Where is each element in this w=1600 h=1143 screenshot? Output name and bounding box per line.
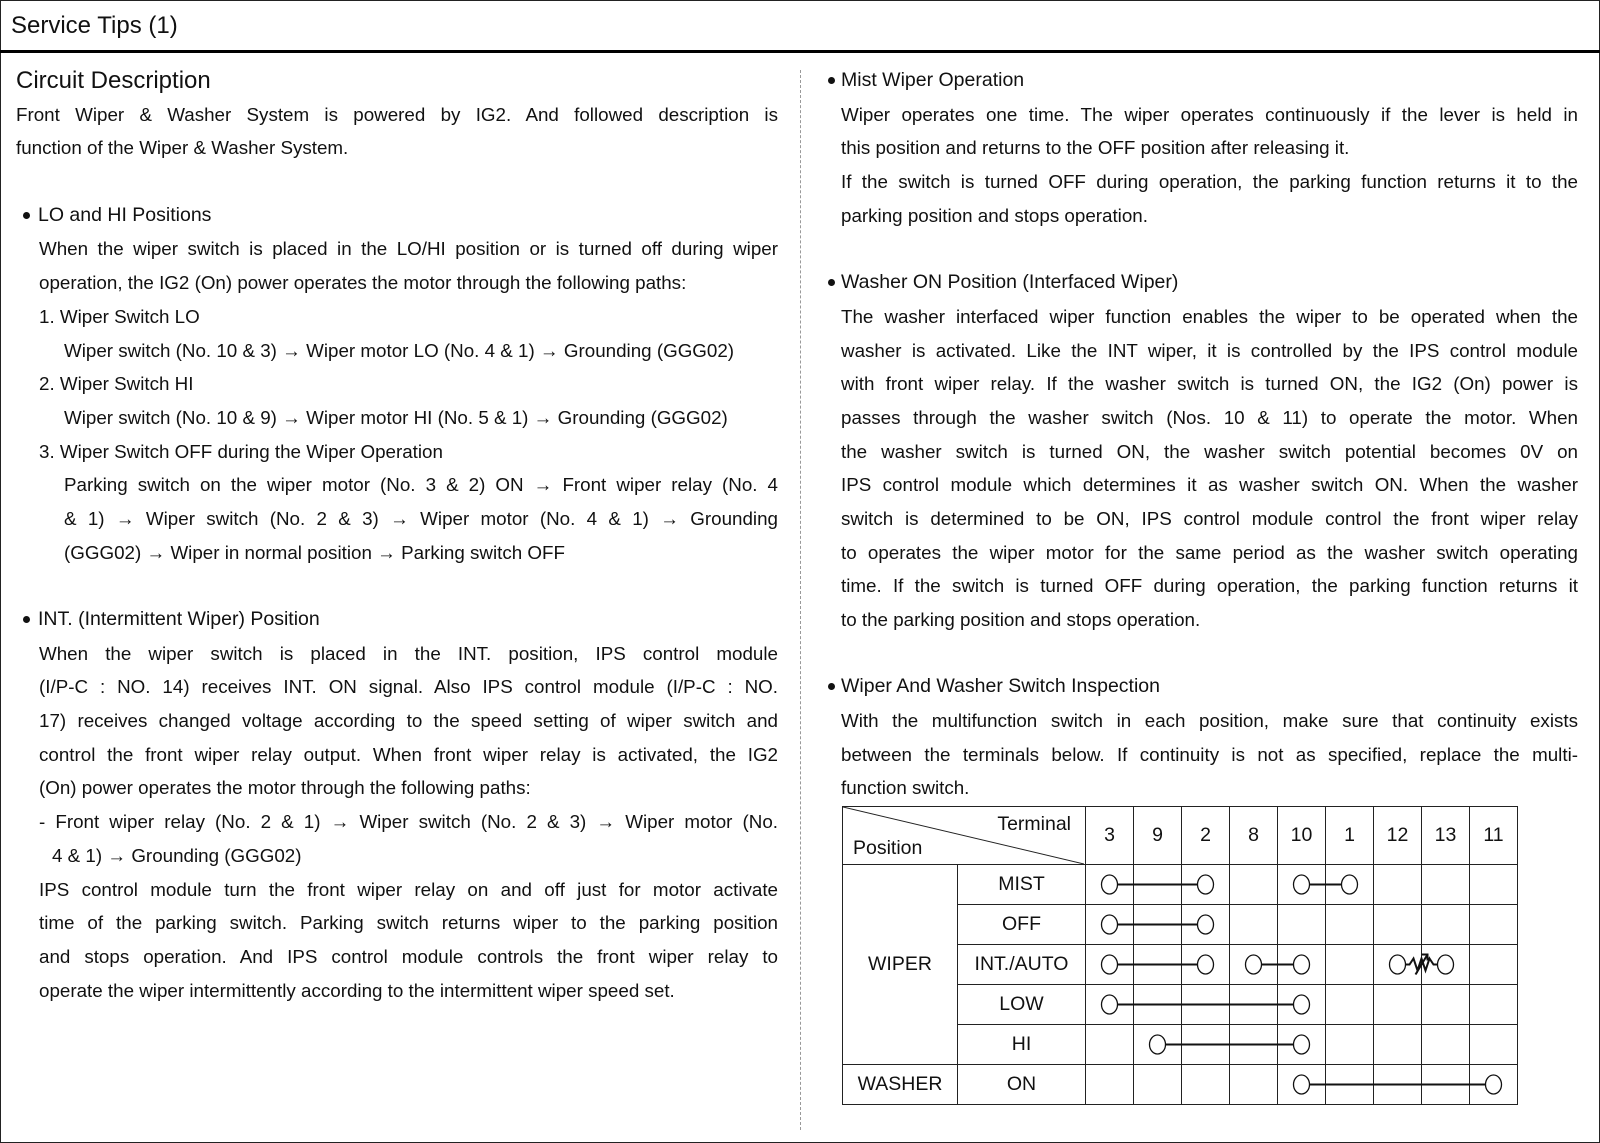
terminal-cell xyxy=(1134,1025,1182,1065)
terminal-cell xyxy=(1086,1025,1134,1065)
bullet-icon xyxy=(828,279,835,286)
text-line: function switch. xyxy=(841,777,970,799)
terminal-cell xyxy=(1422,905,1470,945)
text-line: - Front wiper relay (No. 2 & 1) → Wiper switch (No. 2 & 3) → Wiper motor (No. xyxy=(39,811,778,833)
text-line: Front Wiper & Washer System is powered by IG2. And followed description is xyxy=(16,103,778,125)
terminal-cell xyxy=(1422,865,1470,905)
text-line: to operates the wiper motor for the same period as the washer switch operating xyxy=(841,541,1578,563)
terminal-cell xyxy=(1182,1065,1230,1105)
terminal-cell xyxy=(1278,905,1326,945)
text-line: & 1) → Wiper switch (No. 2 & 3) → Wiper motor (No. 4 & 1) → Grounding xyxy=(64,507,778,529)
paragraph xyxy=(16,367,778,401)
text-line: control the front wiper relay output. When front wiper relay is activated, the IG2 xyxy=(39,743,778,765)
section-heading-text: LO and HI Positions xyxy=(38,203,212,226)
paragraph xyxy=(16,805,778,872)
text-line: When the wiper switch is placed in the LO/HI position or is turned off during wiper xyxy=(39,238,778,260)
terminal-cell xyxy=(1086,945,1134,985)
terminal-cell xyxy=(1230,865,1278,905)
terminal-cell xyxy=(1134,865,1182,905)
text-line: washer is activated. Like the INT wiper, it is controlled by the IPS control module xyxy=(841,339,1578,361)
terminal-cell xyxy=(1278,945,1326,985)
terminal-cell xyxy=(1470,1065,1518,1105)
terminal-header-cell: 8 xyxy=(1230,807,1278,865)
section-heading-text: Washer ON Position (Interfaced Wiper) xyxy=(841,271,1179,294)
section-heading xyxy=(826,670,1578,704)
table-corner-cell xyxy=(843,807,1086,865)
terminal-cell xyxy=(1326,1025,1374,1065)
paragraph xyxy=(826,165,1578,232)
terminal-cell xyxy=(1326,1065,1374,1105)
paragraph xyxy=(16,435,778,469)
terminal-cell xyxy=(1374,1065,1422,1105)
terminal-cell xyxy=(1230,985,1278,1025)
section-heading xyxy=(16,199,778,233)
terminal-cell xyxy=(1326,865,1374,905)
terminal-cell xyxy=(1230,945,1278,985)
terminal-cell xyxy=(1470,905,1518,945)
text-line: function of the Wiper & Washer System. xyxy=(16,137,349,159)
terminal-header-cell: 13 xyxy=(1422,807,1470,865)
continuity-table xyxy=(842,806,1518,1105)
terminal-header-cell: 11 xyxy=(1470,807,1518,865)
column-divider xyxy=(800,70,801,1130)
terminal-cell xyxy=(1086,1065,1134,1105)
terminal-cell xyxy=(1134,905,1182,945)
text-line: 2. Wiper Switch HI xyxy=(39,373,194,395)
text-line: this position and returns to the OFF position after releasing it. xyxy=(841,137,1350,159)
text-line: The washer interfaced wiper function enables the wiper to be operated when the xyxy=(841,305,1578,327)
text-line: Parking switch on the wiper motor (No. 3 & 2) ON → Front wiper relay (No. 4 xyxy=(64,474,778,496)
terminal-cell xyxy=(1374,985,1422,1025)
terminal-cell xyxy=(1086,985,1134,1025)
terminal-cell xyxy=(1422,1025,1470,1065)
terminal-header-cell: 9 xyxy=(1134,807,1182,865)
right-column xyxy=(826,64,1578,805)
terminal-header-cell: 12 xyxy=(1374,807,1422,865)
text-line: parking position and stops operation. xyxy=(841,204,1148,226)
terminal-cell xyxy=(1182,985,1230,1025)
terminal-cell xyxy=(1422,945,1470,985)
paragraph xyxy=(16,334,778,368)
text-line: operation, the IG2 (On) power operates the motor through the following paths: xyxy=(39,272,687,294)
intro-paragraph xyxy=(16,98,778,165)
section-title: Circuit Description xyxy=(16,67,211,94)
group-cell: WASHER xyxy=(843,1065,958,1105)
terminal-cell xyxy=(1086,865,1134,905)
text-line: IPS control module turn the front wiper relay on and off just for motor activate xyxy=(39,878,778,900)
text-line: With the multifunction switch in each position, make sure that continuity exists xyxy=(841,710,1578,732)
terminal-cell xyxy=(1182,865,1230,905)
terminal-cell xyxy=(1278,1065,1326,1105)
text-line: If the switch is turned OFF during operation, the parking function returns it to the xyxy=(841,171,1578,193)
position-cell: ON xyxy=(958,1065,1086,1105)
paragraph xyxy=(16,468,778,569)
terminal-cell xyxy=(1470,945,1518,985)
text-line: operate the wiper intermittently according to the intermittent wiper speed set. xyxy=(39,979,675,1001)
text-line: (On) power operates the motor through the following paths: xyxy=(39,777,531,799)
terminal-cell xyxy=(1134,1065,1182,1105)
text-line: 17) receives changed voltage according to the speed setting of wiper switch and xyxy=(39,710,778,732)
terminal-cell xyxy=(1374,1025,1422,1065)
terminal-cell xyxy=(1278,985,1326,1025)
diagonal-line xyxy=(843,807,1084,864)
paragraph xyxy=(826,98,1578,165)
spacer xyxy=(16,569,778,603)
left-column xyxy=(16,64,778,1007)
spacer xyxy=(826,637,1578,671)
spacer xyxy=(16,165,778,199)
spacer xyxy=(826,232,1578,266)
terminal-header-cell: 1 xyxy=(1326,807,1374,865)
text-line: time. If the switch is turned OFF during operation, the parking function returns it xyxy=(841,575,1578,597)
page-header xyxy=(0,0,1600,53)
switch-continuity-table xyxy=(842,806,1518,1105)
terminal-cell xyxy=(1374,905,1422,945)
position-cell: OFF xyxy=(958,905,1086,945)
group-cell: WIPER xyxy=(843,865,958,1065)
text-line: Wiper switch (No. 10 & 3) → Wiper motor LO (No. 4 & 1) → Grounding (GGG02) xyxy=(64,339,735,361)
table-row xyxy=(843,865,1518,905)
section-heading-text: Wiper And Washer Switch Inspection xyxy=(841,675,1160,698)
text-line: time of the parking switch. Parking switch returns wiper to the parking position xyxy=(39,912,778,934)
text-line: 4 & 1) → Grounding (GGG02) xyxy=(52,844,302,866)
terminal-cell xyxy=(1422,1065,1470,1105)
text-line: IPS control module which determines it as washer switch ON. When the washer xyxy=(841,474,1578,496)
terminal-cell xyxy=(1470,1025,1518,1065)
text-line: 1. Wiper Switch LO xyxy=(39,305,200,327)
paragraph xyxy=(826,704,1578,805)
text-line: to the parking position and stops operation. xyxy=(841,609,1201,630)
position-header: Position xyxy=(853,837,923,859)
section-heading-text: INT. (Intermittent Wiper) Position xyxy=(38,608,320,630)
text-line: When the wiper switch is placed in the INT. position, IPS control module xyxy=(39,642,778,664)
bullet-icon xyxy=(23,616,30,623)
position-cell: INT./AUTO xyxy=(958,945,1086,985)
bullet-icon xyxy=(828,683,835,690)
terminal-cell xyxy=(1422,985,1470,1025)
bullet-icon xyxy=(828,77,835,84)
terminal-cell xyxy=(1374,945,1422,985)
text-line: and stops operation. And IPS control module controls the front wiper relay to xyxy=(39,945,778,967)
text-line: 3. Wiper Switch OFF during the Wiper Operation xyxy=(39,440,443,462)
paragraph xyxy=(16,637,778,805)
terminal-cell xyxy=(1182,905,1230,945)
terminal-cell xyxy=(1326,945,1374,985)
terminal-cell xyxy=(1470,865,1518,905)
text-line: with front wiper relay. If the washer switch is turned ON, the IG2 (On) power is xyxy=(841,373,1578,395)
terminal-header-cell: 10 xyxy=(1278,807,1326,865)
paragraph xyxy=(16,232,778,299)
terminal-header: Terminal xyxy=(997,813,1071,835)
paragraph xyxy=(16,401,778,435)
terminal-cell xyxy=(1230,1065,1278,1105)
terminal-header-cell: 3 xyxy=(1086,807,1134,865)
position-cell: HI xyxy=(958,1025,1086,1065)
terminal-cell xyxy=(1278,865,1326,905)
terminal-cell xyxy=(1086,905,1134,945)
section-heading-text: Mist Wiper Operation xyxy=(841,69,1025,91)
terminal-cell xyxy=(1326,905,1374,945)
terminal-cell xyxy=(1230,905,1278,945)
terminal-cell xyxy=(1182,945,1230,985)
text-line: Wiper operates one time. The wiper operates continuously if the lever is held in xyxy=(841,103,1578,125)
terminal-cell xyxy=(1374,865,1422,905)
text-line: switch is determined to be ON, IPS control module control the front wiper relay xyxy=(841,507,1578,529)
terminal-header-cell: 2 xyxy=(1182,807,1230,865)
terminal-cell xyxy=(1134,985,1182,1025)
text-line: between the terminals below. If continuity is not as specified, replace the multi- xyxy=(841,743,1578,765)
text-line: (I/P-C : NO. 14) receives INT. ON signal. Also IPS control module (I/P-C : NO. xyxy=(39,676,778,698)
terminal-cell xyxy=(1326,985,1374,1025)
paragraph xyxy=(826,300,1578,637)
terminal-cell xyxy=(1230,1025,1278,1065)
position-cell: MIST xyxy=(958,865,1086,905)
section-heading xyxy=(16,603,778,637)
table-row xyxy=(843,1065,1518,1105)
paragraph xyxy=(16,873,778,1008)
table-header-row xyxy=(843,807,1518,865)
position-cell: LOW xyxy=(958,985,1086,1025)
section-heading xyxy=(826,266,1578,300)
text-line: (GGG02) → Wiper in normal position → Parking switch OFF xyxy=(64,541,565,563)
page-title: Service Tips (1) xyxy=(11,12,178,39)
terminal-cell xyxy=(1470,985,1518,1025)
section-heading xyxy=(826,64,1578,98)
bullet-icon xyxy=(23,212,30,219)
terminal-cell xyxy=(1182,1025,1230,1065)
text-line: passes through the washer switch (Nos. 10 & 11) to operate the motor. When xyxy=(841,406,1578,428)
terminal-cell xyxy=(1278,1025,1326,1065)
terminal-cell xyxy=(1134,945,1182,985)
text-line: the washer switch is turned ON, the washer switch potential becomes 0V on xyxy=(841,440,1578,462)
text-line: Wiper switch (No. 10 & 9) → Wiper motor HI (No. 5 & 1) → Grounding (GGG02) xyxy=(64,406,728,428)
paragraph xyxy=(16,300,778,334)
